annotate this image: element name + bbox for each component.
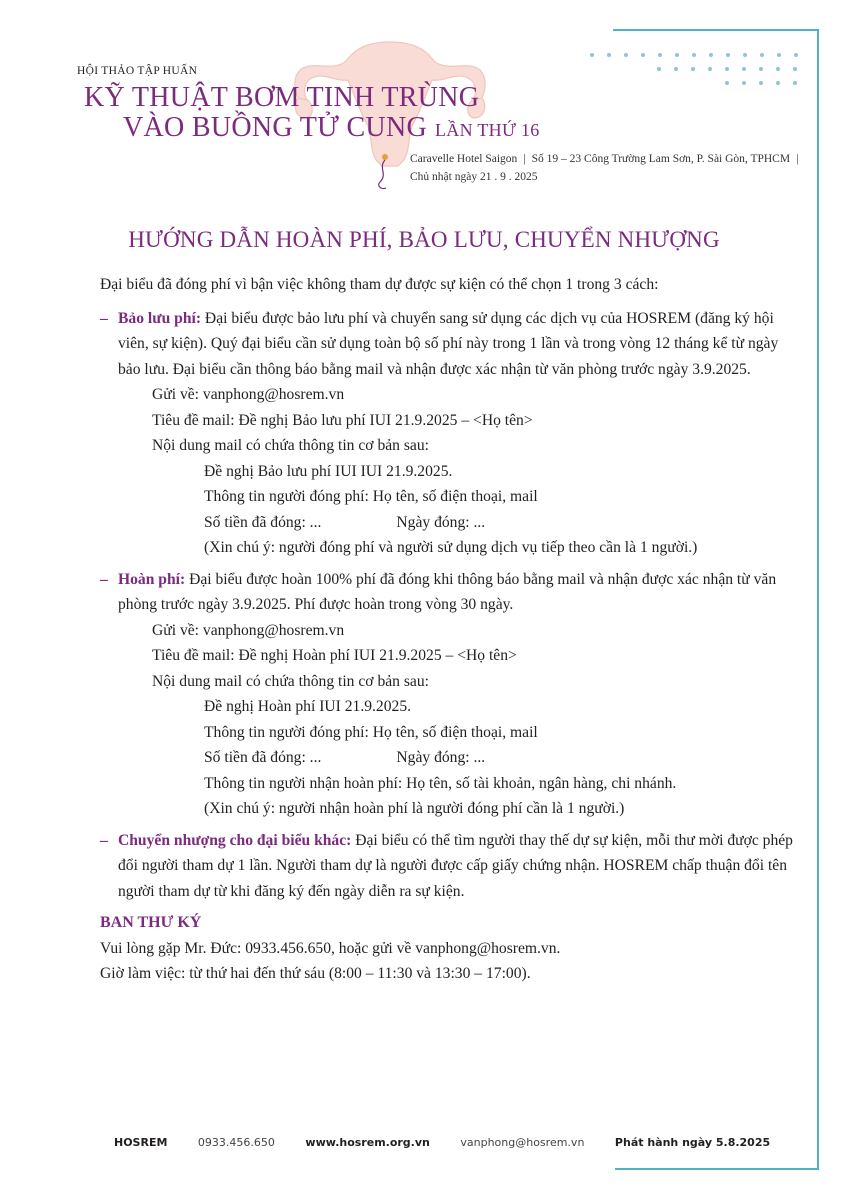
secretary-contact: Vui lòng gặp Mr. Đức: 0933.456.650, hoặc gửi về vanphong@hosrem.vn. — [100, 939, 561, 957]
dot — [742, 67, 746, 71]
reserve-send-to: Gửi về: vanphong@hosrem.vn — [152, 386, 345, 403]
venue-address: Số 19 – 23 Công Trường Lam Sơn, P. Sài Gòn, TPHCM — [531, 153, 791, 165]
frame-bottom-line — [615, 1168, 819, 1170]
dot — [794, 53, 798, 57]
footer-org: HOSREM — [114, 1136, 168, 1149]
venue-line — [410, 150, 804, 168]
dot — [657, 67, 661, 71]
dot — [759, 81, 763, 85]
refund-request: Đề nghị Hoàn phí IUI 21.9.2025. — [204, 698, 412, 715]
refund-subject: Tiêu đề mail: Đề nghị Hoàn phí IUI 21.9.2025 – <Họ tên> — [152, 647, 517, 664]
reserve-text: Đại biểu được bảo lưu phí và chuyển sang sử dụng các dịch vụ của HOSREM (đăng ký hội viên, sự kiện). Quý đại biểu cần sử dụng toàn bộ số phí này trong 1 lần và trong vòng 12 tháng kể từ ngày bảo lưu. Đại biểu cần thông báo bằng mail và nhận được xác nhận từ văn phòng trước ngày 3.9.2025. — [118, 309, 779, 378]
reserve-amount-row — [118, 510, 800, 536]
event-venue-block — [410, 150, 804, 186]
separator: | — [796, 153, 799, 165]
bullet-dash: – — [100, 570, 108, 588]
dot — [692, 53, 696, 57]
event-edition: LẦN THỨ 16 — [434, 120, 540, 140]
event-title-line2 — [123, 112, 540, 144]
dot — [607, 53, 611, 57]
event-kicker: HỘI THẢO TẬP HUẤN — [77, 65, 198, 77]
section-transfer — [100, 828, 800, 905]
footer — [114, 1136, 797, 1149]
transfer-paragraph — [118, 828, 800, 905]
dot — [708, 67, 712, 71]
intro-text: Đại biểu đã đóng phí vì bận việc không tham dự được sự kiện có thể chọn 1 trong 3 cách: — [100, 276, 659, 293]
dot — [793, 67, 797, 71]
refund-paragraph — [118, 567, 800, 618]
refund-note: (Xin chú ý: người nhận hoàn phí là người đóng phí cần là 1 người.) — [204, 800, 625, 817]
dot — [590, 53, 594, 57]
refund-send-to: Gửi về: vanphong@hosrem.vn — [152, 621, 345, 639]
footer-website[interactable]: www.hosrem.org.vn — [305, 1136, 430, 1149]
dot — [725, 67, 729, 71]
section-reserve — [100, 306, 800, 561]
dot — [624, 53, 628, 57]
frame-top-line — [613, 29, 819, 31]
refund-receiver-info: Thông tin người nhận hoàn phí: Họ tên, số tài khoản, ngân hàng, chi nhánh. — [204, 774, 677, 792]
dot — [691, 67, 695, 71]
dot — [675, 53, 679, 57]
transfer-label: Chuyển nhượng cho đại biểu khác: — [118, 831, 352, 849]
frame-right-line — [817, 29, 819, 1170]
event-title-line2-text: VÀO BUỒNG TỬ CUNG — [123, 112, 427, 143]
refund-payer-info: Thông tin người đóng phí: Họ tên, số điện thoại, mail — [204, 723, 538, 741]
refund-pay-date: Ngày đóng: ... — [396, 749, 486, 766]
dot — [777, 53, 781, 57]
separator: | — [523, 153, 526, 165]
footer-issued-date: Phát hành ngày 5.8.2025 — [614, 1136, 771, 1149]
footer-phone: 0933.456.650 — [197, 1136, 275, 1149]
secretary-title: BAN THƯ KÝ — [100, 914, 202, 931]
refund-amount: Số tiền đã đóng: ... — [204, 749, 322, 766]
bullet-dash: – — [100, 309, 108, 327]
refund-text: Đại biểu được hoàn 100% phí đã đóng khi thông báo bằng mail và nhận được xác nhận từ văn phòng trước ngày 3.9.2025. Phí được hoàn trong vòng 30 ngày. — [118, 570, 777, 613]
dot — [726, 53, 730, 57]
footer-email[interactable]: vanphong@hosrem.vn — [460, 1136, 585, 1149]
dot — [674, 67, 678, 71]
dot — [776, 67, 780, 71]
dot — [709, 53, 713, 57]
page-title: HƯỚNG DẪN HOÀN PHÍ, BẢO LƯU, CHUYỂN NHƯỢNG — [128, 227, 720, 252]
reserve-amount: Số tiền đã đóng: ... — [204, 513, 322, 531]
transfer-text: Đại biểu có thể tìm người thay thế dự sự kiện, mỗi thư mời được phép đổi người tham dự 1 lần. Người tham dự là người được cấp giấy chứng nhận. HOSREM chấp thuận đổi tên người tham dự từ khi đăng ký đến ngày diễn ra sự kiện. — [118, 831, 793, 900]
document-body — [100, 272, 800, 987]
dot — [776, 81, 780, 85]
refund-content-intro: Nội dung mail có chứa thông tin cơ bản sau: — [152, 672, 429, 690]
dot — [742, 81, 746, 85]
event-title-line1: KỸ THUẬT BƠM TINH TRÙNG — [84, 82, 480, 113]
section-refund — [100, 567, 800, 822]
dot — [743, 53, 747, 57]
event-date: Chủ nhật ngày 21 . 9 . 2025 — [410, 171, 538, 183]
bullet-dash: – — [100, 831, 108, 849]
refund-amount-row — [118, 745, 800, 771]
venue-name: Caravelle Hotel Saigon — [410, 153, 518, 165]
reserve-label: Bảo lưu phí: — [118, 309, 202, 327]
refund-label: Hoàn phí: — [118, 570, 186, 588]
reserve-paragraph — [118, 306, 800, 383]
reserve-subject: Tiêu đề mail: Đề nghị Bảo lưu phí IUI 21.9.2025 – <Họ tên> — [152, 411, 533, 429]
reserve-payer-info: Thông tin người đóng phí: Họ tên, số điện thoại, mail — [204, 488, 538, 505]
dot — [658, 53, 662, 57]
reserve-request: Đề nghị Bảo lưu phí IUI IUI 21.9.2025. — [204, 462, 453, 480]
secretary-hours: Giờ làm việc: từ thứ hai đến thứ sáu (8:00 – 11:30 và 13:30 – 17:00). — [100, 965, 531, 982]
dot — [641, 53, 645, 57]
dot — [725, 81, 729, 85]
reserve-pay-date: Ngày đóng: ... — [396, 513, 486, 531]
dot — [759, 67, 763, 71]
egg-icon — [382, 154, 388, 160]
reserve-note: (Xin chú ý: người đóng phí và người sử dụng dịch vụ tiếp theo cần là 1 người.) — [204, 539, 698, 556]
reserve-content-intro: Nội dung mail có chứa thông tin cơ bản sau: — [152, 437, 429, 454]
dot — [760, 53, 764, 57]
dot — [793, 81, 797, 85]
